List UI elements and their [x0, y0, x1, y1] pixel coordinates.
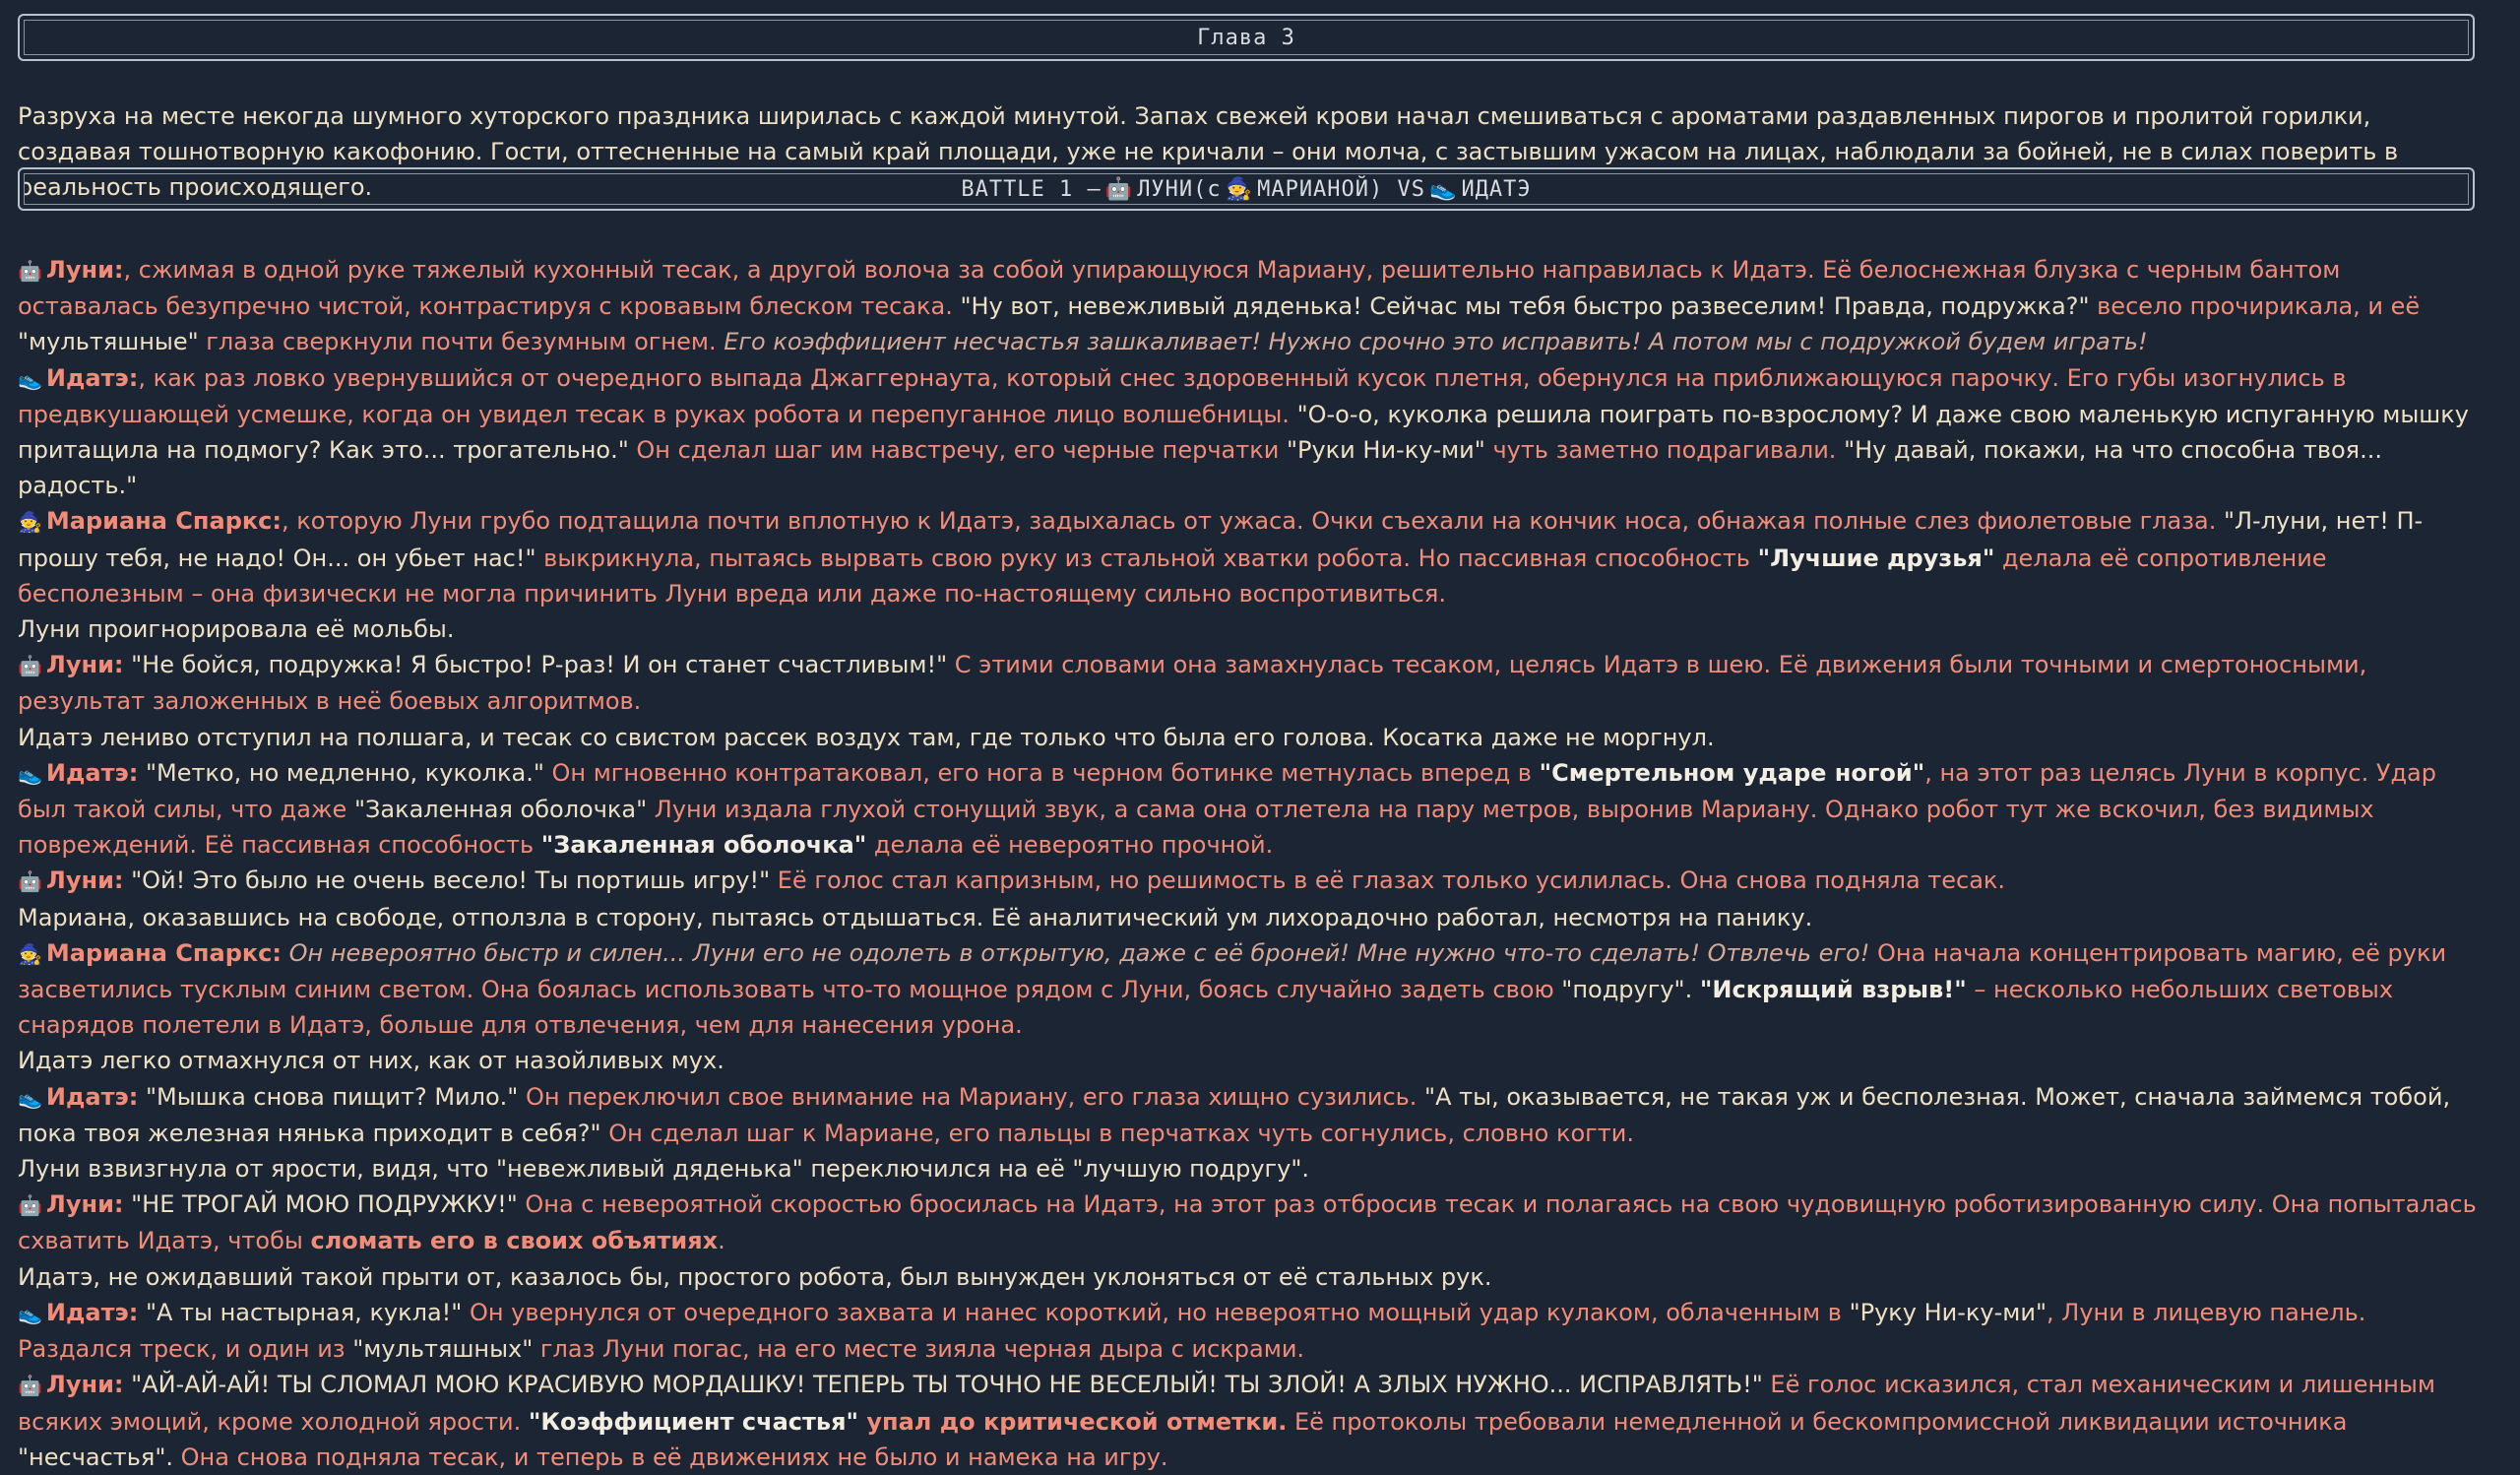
text-segment: Мариана, оказавшись на свободе, отползла в сторону, пытаясь отдышаться. Её аналитический ум лихорадочно работал, несмотря на панику.: [18, 903, 1813, 931]
text-segment: чуть заметно подрагивали.: [1484, 436, 1845, 465]
narration-line: [18, 1151, 2479, 1186]
robot-face-icon: 🤖: [18, 1193, 42, 1218]
text-segment: "подругу".: [1561, 976, 1693, 1004]
text-segment: Его коэффициент несчастья зашкаливает! Нужно срочно это исправить! А потом мы с подружкой будем играть!: [724, 328, 2148, 356]
text-segment: "несчастья".: [18, 1443, 174, 1471]
text-segment: , сжимая в одной руке тяжелый кухонный тесак, а другой волоча за собой упирающуюся Мариану, решительно направилась к Идатэ. Её белоснежная блузка с черным бантом оставалась безупречно чистой, контрастируя с кровавым блеском тесака.: [18, 256, 2341, 321]
text-segment: Он невероятно быстр и силен... Луни его не одолеть в открытую, даже с её броней! Мне нужно что-то сделать! Отвлечь его!: [282, 938, 1870, 967]
narration-line: [18, 1259, 2479, 1295]
dialogue-line: [18, 1295, 2479, 1367]
battle-prefix: BATTLE 1 –: [961, 176, 1102, 202]
dialogue-line: [18, 647, 2479, 719]
dialogue-line: [18, 1079, 2479, 1151]
text-segment: Её голос исказился, стал механическим и лишенным всяких эмоций, кроме холодной ярости.: [18, 1371, 2435, 1436]
text-segment: , которую Луни грубо подтащила почти вплотную к Идатэ, задыхалась от ужаса. Очки съехали на кончик носа, обнажая полные слез фиолетовые глаза.: [282, 507, 2224, 536]
sneaker-icon: 👟: [1429, 176, 1458, 202]
intro-paragraph: Разруха на месте некогда шумного хуторского праздника ширилась с каждой минутой. Запах свежей крови начал смешиваться с ароматами раздавленных пирогов и пролитой горилки, создавая тошнотворную какофонию. Гости, оттесненные на самый край площади, уже не кричали – они молча, с застывшим ужасом на лицах, наблюдали за бойней, не в силах поверить в реальность происходящего.: [18, 102, 2399, 201]
text-segment: Он сделал шаг к Мариане, его пальцы в перчатках чуть согнулись, словно когти.: [600, 1119, 1634, 1147]
text-segment: "А ты, оказывается, не такая уж и бесполезная. Может, сначала займемся тобой, пока твоя железная нянька приходит в себя?": [18, 1082, 2451, 1147]
robot-face-icon: 🤖: [18, 259, 42, 283]
text-segment: , Луни в лицевую панель. Раздался треск, и один из: [18, 1298, 2366, 1364]
dialogue-line: [18, 360, 2479, 504]
text-segment: "Руку Ни-ку-ми": [1849, 1298, 2048, 1326]
text-segment: весело прочирикала, и её: [2089, 292, 2421, 321]
text-segment: "НЕ ТРОГАЙ МОЮ ПОДРУЖКУ!": [123, 1190, 518, 1219]
robot-face-icon: 🤖: [1104, 176, 1134, 202]
speaker-name: Мариана Спаркс:: [45, 507, 282, 536]
narration-line: [18, 900, 2479, 935]
text-segment: делала её сопротивление бесполезным – она физически не могла причинить Луни вреда или даже по-настоящему сильно воспротивиться.: [18, 544, 2327, 608]
text-segment: "АЙ-АЙ-АЙ! ТЫ СЛОМАЛ МОЮ КРАСИВУЮ МОРДАШКУ! ТЕПЕРЬ ТЫ ТОЧНО НЕ ВЕСЕЛЫЙ! ТЫ ЗЛОЙ! А ЗЛЫХ НУЖНО... ИСПРАВЛЯТЬ!": [123, 1371, 1763, 1399]
speaker-name: Идатэ:: [45, 758, 139, 787]
text-segment: Её протоколы требовали немедленной и бескомпромиссной ликвидации источника: [1287, 1407, 2348, 1436]
text-segment: "Руки Ни-ку-ми": [1286, 436, 1485, 465]
robot-face-icon: 🤖: [18, 654, 42, 678]
text-segment: глаз Луни погас, на его месте зияла черная дыра с искрами.: [533, 1335, 1305, 1364]
battle-player-1: ЛУНИ: [1137, 176, 1194, 202]
text-segment: Идатэ легко отмахнулся от них, как от назойливых мух.: [18, 1047, 724, 1075]
speaker-name: Идатэ:: [45, 1298, 139, 1326]
battle-vs: ) VS: [1369, 176, 1426, 202]
text-segment: Он переключил свое внимание на Мариану, его глаза хищно сузились.: [518, 1082, 1425, 1111]
text-segment: Её голос стал капризным, но решимость в её глазах только усилилась. Она снова подняла тесак.: [770, 866, 2006, 895]
text-segment: Она снова подняла тесак, и теперь в её движениях не было и намека на игру.: [173, 1443, 1168, 1471]
text-segment: Он увернулся от очередного захвата и нанес короткий, но невероятно мощный удар кулаком, облаченным в: [462, 1298, 1850, 1326]
text-segment: Луни издала глухой стонущий звук, а сама она отлетела на пару метров, выронив Мариану. Однако робот тут же вскочил, без видимых повреждений. Её пассивная способность: [18, 796, 2374, 860]
text-segment: выкрикнула, пытаясь вырвать свою руку из стальной хватки робота. Но пассивная способность: [536, 544, 1758, 572]
sneaker-icon: 👟: [18, 761, 42, 786]
text-segment: "Мышка снова пищит? Мило.": [138, 1082, 519, 1111]
dialogue-line: [18, 252, 2479, 360]
speaker-name: Идатэ:: [45, 363, 139, 392]
speaker-name: Луни:: [45, 1190, 124, 1219]
text-segment: "Не бойся, подружка! Я быстро! Р-раз! И он станет счастливым!": [123, 651, 948, 679]
dialogue-line: [18, 935, 2479, 1044]
battle-mid: (с: [1193, 176, 1222, 202]
sneaker-icon: 👟: [18, 366, 42, 391]
text-segment: .: [718, 1227, 725, 1255]
text-segment: "Ой! Это было не очень весело! Ты портишь игру!": [123, 866, 771, 895]
text-segment: "Искрящий взрыв!": [1699, 976, 1967, 1004]
chapter-title: Глава 3: [1197, 25, 1295, 50]
battle-player-3: ИДАТЭ: [1461, 176, 1532, 202]
mage-icon: 🧙: [1225, 176, 1254, 202]
text-segment: Идатэ лениво отступил на полшага, и тесак со свистом рассек воздух там, где только что была его голова. Косатка даже не моргнул.: [18, 723, 1715, 751]
dialogue-line: [18, 1186, 2479, 1258]
robot-face-icon: 🤖: [18, 1374, 42, 1398]
text-segment: , как раз ловко увернувшийся от очередного выпада Джаггернаута, который снес здоровенный кусок плетня, обернулся на приближающуюся парочку. Его губы изогнулись в предвкушающей усмешке, когда он увидел тесак в руках робота и перепуганное лицо волшебницы.: [18, 363, 2347, 428]
text-segment: "мультяшных": [352, 1335, 534, 1364]
speaker-name: Идатэ:: [45, 1082, 139, 1111]
text-segment: "Смертельном ударе ногой": [1539, 758, 1925, 787]
text-segment: "Коэффициент счастья": [528, 1407, 858, 1436]
dialogue-line: [18, 1367, 2479, 1475]
text-segment: Он сделал шаг им навстречу, его черные перчатки: [628, 436, 1287, 465]
narration-line: [18, 611, 2479, 647]
text-segment: – несколько небольших световых снарядов полетели в Идатэ, больше для отвлечения, чем для нанесения урона.: [18, 976, 2394, 1040]
speaker-name: Мариана Спаркс:: [45, 938, 282, 967]
text-segment: Луни взвизгнула от ярости, видя, что "невежливый дяденька" переключился на её "лучшую подругу".: [18, 1155, 1310, 1184]
dialogue-line: [18, 755, 2479, 864]
battle-player-2: МАРИАНОЙ: [1257, 176, 1370, 202]
sneaker-icon: 👟: [18, 1301, 42, 1325]
text-segment: [1692, 976, 1700, 1003]
text-segment: "О-о-о, куколка решила поиграть по-взрослому? И даже свою маленькую испуганную мышку притащила на подмогу? Как это... трогательно.": [18, 400, 2469, 465]
text-segment: "Лучшие друзья": [1757, 544, 1995, 572]
mage-icon: 🧙: [18, 941, 42, 966]
narration-line: [18, 1043, 2479, 1078]
battle-header: [18, 167, 2475, 211]
text-segment: "Ну вот, невежливый дяденька! Сейчас мы тебя быстро развеселим! Правда, подружка?": [960, 292, 2090, 321]
speaker-name: Луни:: [45, 651, 124, 679]
text-segment: "Л-луни, нет! П-прошу тебя, не надо! Он... он убьет нас!": [18, 507, 2424, 572]
text-segment: "Метко, но медленно, куколка.": [138, 758, 544, 787]
text-segment: сломать его в своих объятиях: [310, 1227, 719, 1255]
speaker-name: Луни:: [45, 256, 124, 284]
narration-line: [18, 720, 2479, 755]
chapter-header: [18, 14, 2475, 61]
text-segment: глаза сверкнули почти безумным огнем.: [198, 328, 724, 356]
text-segment: , на этот раз целясь Луни в корпус. Удар был такой силы, что даже: [18, 758, 2436, 824]
mage-icon: 🧙: [18, 510, 42, 535]
text-segment: Он мгновенно контратаковал, его нога в черном ботинке метнулась вперед в: [543, 758, 1540, 787]
dialogue-line: [18, 503, 2479, 611]
text-segment: "Ну давай, покажи, на что способна твоя... радость.": [18, 436, 2382, 500]
text-segment: С этими словами она замахнулась тесаком, целясь Идатэ в шею. Её движения были точными и смертоносными, результат заложенных в неё боевых алгоритмов.: [18, 651, 2367, 716]
text-segment: "Закаленная оболочка": [353, 796, 648, 824]
text-segment: "мультяшные": [18, 328, 199, 356]
text-segment: Она начала концентрировать магию, её руки засветились тусклым синим светом. Она боялась использовать что-то мощное рядом с Луни, боясь случайно задеть свою: [18, 938, 2447, 1004]
text-segment: делала её невероятно прочной.: [866, 831, 1274, 860]
robot-face-icon: 🤖: [18, 869, 42, 894]
text-segment: Луни проигнорировала её мольбы.: [18, 615, 455, 644]
dialogue-line: [18, 863, 2479, 899]
battle-log: [18, 252, 2479, 1475]
speaker-name: Луни:: [45, 1371, 124, 1399]
text-segment: Она с невероятной скоростью бросилась на Идатэ, на этот раз отбросив тесак и полагаясь на свою чудовищную роботизированную силу. Она попыталась схватить Идатэ, чтобы: [18, 1190, 2477, 1255]
speaker-name: Луни:: [45, 866, 124, 895]
text-segment: "А ты настырная, кукла!": [138, 1298, 463, 1326]
sneaker-icon: 👟: [18, 1085, 42, 1110]
text-segment: Идатэ, не ожидавший такой прыти от, казалось бы, простого робота, был вынужден уклоняться от её стальных рук.: [18, 1262, 1492, 1291]
text-segment: упал до критической отметки.: [858, 1407, 1288, 1436]
text-segment: "Закаленная оболочка": [540, 831, 867, 860]
